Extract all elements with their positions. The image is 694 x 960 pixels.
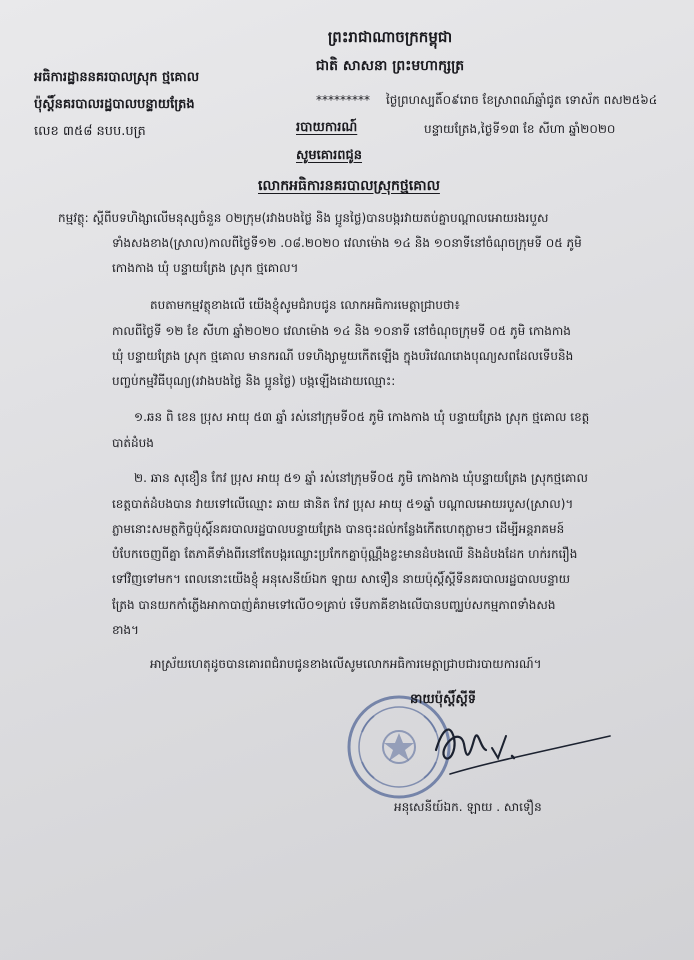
lunar-date: ថ្ងៃព្រហស្បតិ៍០៩រោច ខែស្រាពណ៍ឆ្នាំជូត ទោស័ក ពស២៥៦៤ (386, 93, 658, 107)
person2-line-1: ២. ឆាន សុខឿន កែវ ប្រុស អាយុ ៥១ ឆ្នាំ រស់នៅក្រុមទី០៥ ភូមិ កោងកាង ឃុំបន្ទាយត្រែង ស្រុកថ្មគោល (134, 471, 588, 485)
handwritten-signature-icon (420, 700, 620, 790)
person2-line-5: ទៅវិញទៅមក។ ពេលនោះយើងខ្ញុំ អនុសេនីយ៍ឯក ឡាយ សាទឿន នាយប៉ុស្តិ៍ស្តីទីនគរបាលរដ្ឋបាលបន្ទាយ (112, 572, 570, 586)
person2-line-6: ត្រែង បានយកកាំភ្លើងអាកាបាញ់គំរាមទៅលើ០១គ្រាប់ ទើបភាគីខាងលើបានបញ្ឈប់សកម្មភាពទាំងសង (112, 598, 556, 612)
person2-line-2: ខេត្តបាត់ដំបងបាន វាយទៅលើឈ្មោះ ឆាយ ផានិត កែវ ប្រុស អាយុ ៥១ឆ្នាំ បណ្តាលអោយរបួស(ស្រាល)។ (112, 497, 574, 511)
closing-line: អាស្រ័យហេតុដូចបានគោរពជំរាបជូនខាងលើសូមលោកអធិការមេត្តាជ្រាបជារបាយការណ៍។ (150, 657, 542, 671)
signatory-title: នាយប៉ុស្តិ៍ស្តីទី (410, 692, 477, 707)
place-and-date: បន្ទាយត្រែង,ថ្ងៃទី១៣ ខែ សីហា ឆ្នាំ២០២០ (424, 122, 616, 136)
person2-line-3: ភ្លាមនោះសមត្ថកិច្ចប៉ុស្តិ៍នគរបាលរដ្ឋបាលបន្ទាយត្រែង បានចុះដល់កន្លែងកើតហេតុភ្លាមៗ ដើម្បីអន្តរាគមន៍ (112, 522, 565, 536)
subject-line-1: កម្មវត្ថុ: ស្តីពីបទហិង្សាលើមនុស្សចំនួន ០២ក្រុម(រវាងបងថ្លៃ និង ប្អូនថ្លៃ)បានបង្ករវាយតប់គ្នាបណ្តាលអោយរងរបួស (58, 211, 549, 225)
signatory-name: អនុសេនីយ៍ឯក. ឡាយ . សាទឿន (394, 800, 542, 814)
person2-line-4: បំបែកចេញពីគ្នា តែភាគីទាំងពីរនៅតែបង្ករឈ្លោះប្រកែកគ្នាប៉ុណ្ណឹងខ្លះមានដំបងឈើ និងដំបងដែក ហក់រករឿង (112, 547, 578, 561)
recipient: លោកអធិការនគរបាលស្រុកថ្មគោល (258, 178, 440, 194)
person1-line-1: ១.ឆន ពិ ខេន ប្រុស អាយុ ៥៣ ឆ្នាំ រស់នៅក្រុមទី០៥ ភូមិ កោងកាង ឃុំ បន្ទាយត្រែង ស្រុក ថ្មគោល ខេត្ត (134, 410, 590, 424)
report-heading: របាយការណ៍ (296, 120, 358, 135)
subject-line-2: ទាំងសងខាង(ស្រាល)កាលពីថ្ងៃទី១២ .០៨.២០២០ វេលាម៉ោង ១៤ និង ១០នាទីនៅចំណុចក្រុមទី ០៥ ភូមិ (112, 236, 582, 250)
subject-line-3: កោងកាង ឃុំ បន្ទាយត្រែង ស្រុក ថ្មគោល។ (112, 261, 299, 275)
person1-line-2: បាត់ដំបង (112, 436, 154, 450)
paragraph-line-3: ឃុំ បន្ទាយត្រែង ស្រុក ថ្មគោល មានករណី បទហិង្សាមួយកើតឡើង ក្នុងបរិវេណរោងបុណ្យសពដែលទើបនិង (112, 349, 574, 363)
kingdom-title: ព្រះរាជាណាចក្រកម្ពុជា (327, 28, 453, 46)
agency-name-line2: ប៉ុស្តិ៍នគរបាលរដ្ឋបាលបន្ទាយត្រែង (34, 97, 195, 112)
paragraph-line-1: តបតាមកម្មវត្ថុខាងលើ យើងខ្ញុំសូមជំរាបជូន លោកអធិការមេត្តាជ្រាបថា៖ (150, 298, 460, 312)
respectfully-to: សូមគោរពជូន (296, 148, 363, 163)
agency-name-line1: អធិការដ្ឋាននគរបាលស្រុក ថ្មគោល (34, 70, 200, 85)
national-motto: ជាតិ សាសនា ព្រះមហាក្សត្រ (315, 58, 465, 74)
document-number: លេខ ៣៥៨ នបប.បត្រ (34, 124, 146, 139)
stars-decoration: ********* (316, 93, 370, 107)
paragraph-line-4: បញ្ចប់កម្មវិធីបុណ្យ(រវាងបងថ្លៃ និង ប្អូនថ្លៃ) បង្កឡើងដោយឈ្មោះ: (112, 374, 396, 388)
person2-line-7: ខាង។ (112, 623, 139, 637)
paragraph-line-2: កាលពីថ្ងៃទី ១២ ខែ សីហា ឆ្នាំ២០២០ វេលាម៉ោង ១៤ និង ១០នាទី នៅចំណុចក្រុមទី ០៥ ភូមិ កោងកាង (112, 324, 571, 338)
